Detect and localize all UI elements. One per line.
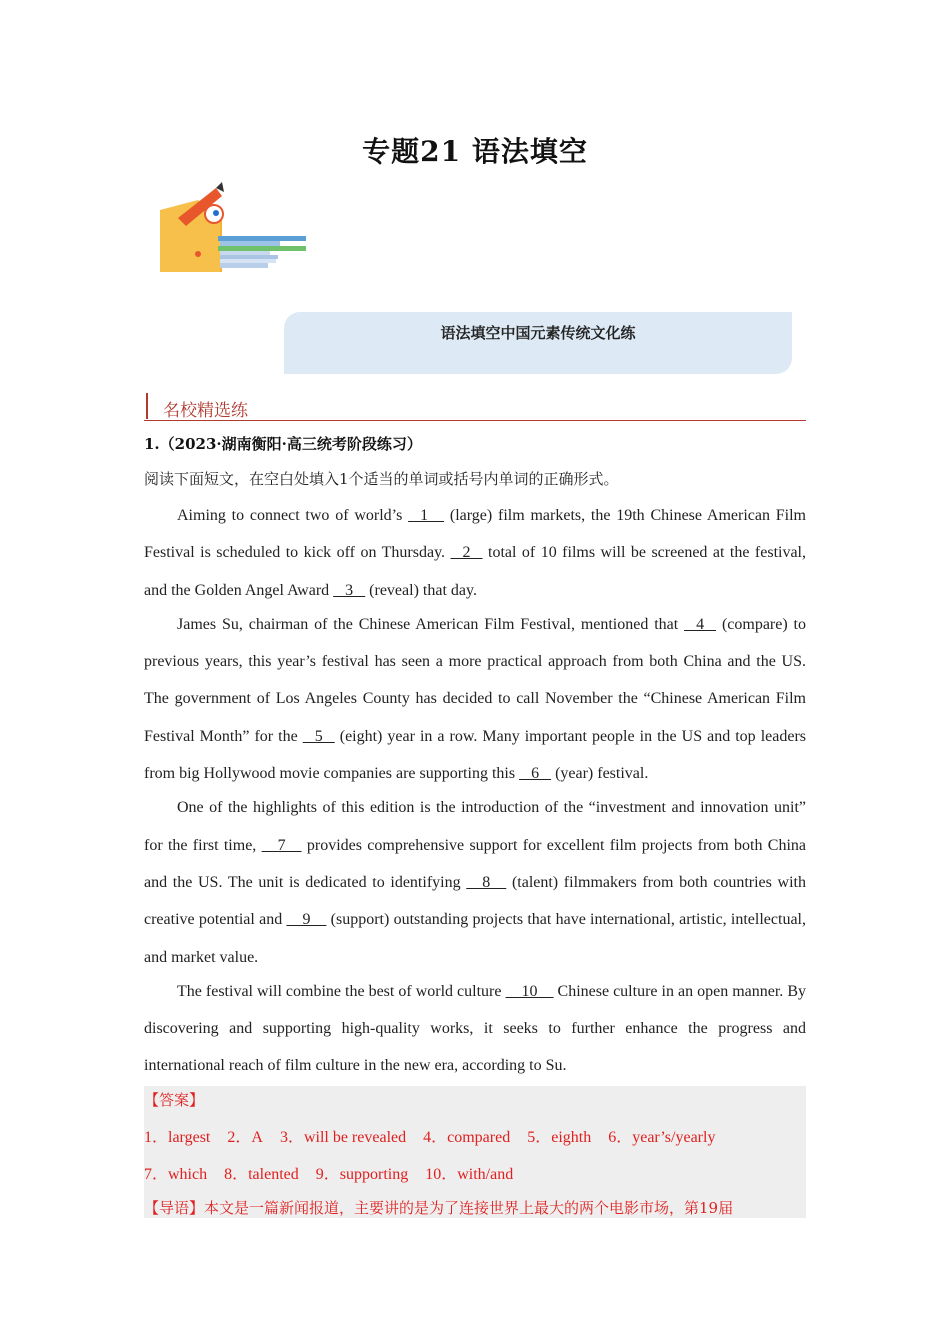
topic-banner xyxy=(284,312,792,374)
passage-text: Chinese culture in an open manner. By discovering and supporting high-quality works, it seeks to further enhance the progress and international reach of film culture in the new era, according to Su. xyxy=(144,982,806,1075)
passage-text: total of 10 films will be screened at the festival, and the Golden Angel Award xyxy=(144,544,807,599)
question-header: 1.（2023·湖南衡阳·高三统考阶段练习） xyxy=(144,435,422,453)
answer-label: 【答案】 xyxy=(144,1091,205,1109)
blank-2: 2 xyxy=(450,544,483,562)
passage-text: (compare) to previous years, this year’s festival has seen a more practical approach from both China and the US. The government of Los Angeles County has decided to call November the “Chinese American Film Festival Month” for the xyxy=(144,615,806,745)
paragraph-2 xyxy=(144,606,806,792)
answer-item: 3．will be revealed xyxy=(279,1129,407,1146)
blank-3: 3 xyxy=(333,581,366,599)
answer-item: 4．compared xyxy=(423,1129,511,1146)
answer-row-2 xyxy=(144,1161,526,1184)
passage-text: (reveal) that day. xyxy=(365,581,477,599)
section-accent-bar xyxy=(146,393,148,419)
answer-item: 8．talented xyxy=(224,1166,299,1183)
answer-item: 1．largest xyxy=(144,1129,211,1146)
answer-item: 10．with/and xyxy=(425,1166,514,1183)
answer-row-1 xyxy=(144,1124,728,1147)
answer-item: 7．which xyxy=(144,1166,208,1183)
blank-9: 9 xyxy=(286,911,327,929)
blank-5: 5 xyxy=(302,727,335,745)
blank-1: 1 xyxy=(408,507,445,524)
banner-text: 语法填空中国元素传统文化练 xyxy=(440,324,636,342)
passage-text: provides comprehensive support for excellent film projects from both China and the US. The unit is dedicated to identifying xyxy=(144,836,806,891)
blank-10: 10 xyxy=(505,982,554,1000)
blank-4: 4 xyxy=(684,615,717,633)
paragraph-1 xyxy=(144,497,806,609)
blank-6: 6 xyxy=(519,765,552,783)
question-instruction: 阅读下面短文，在空白处填入1个适当的单词或括号内单词的正确形式。 xyxy=(144,470,619,488)
passage-text: (eight) year in a row. Many important people in the US and top leaders from big Hollywood movie companies are supporting this xyxy=(144,727,807,783)
passage-text: One of the highlights of this edition is the introduction of the “investment and innovation unit” for the first time, xyxy=(144,799,806,854)
passage-text: James Su, chairman of the Chinese American Film Festival, mentioned that xyxy=(177,615,685,633)
blank-8: 8 xyxy=(466,873,507,891)
answer-item: 6．year’s/yearly xyxy=(608,1129,716,1146)
reading-passage xyxy=(144,497,806,1082)
passage-text: (talent) filmmakers from both countries with creative potential and xyxy=(144,873,807,929)
paragraph-4 xyxy=(144,973,806,1085)
answer-guide: 【导语】本文是一篇新闻报道，主要讲的是为了连接世界上最大的两个电影市场，第19届 xyxy=(144,1199,734,1217)
answer-box xyxy=(144,1086,806,1218)
page-title: 专题21 语法填空 xyxy=(362,135,588,168)
books-pencil-illustration xyxy=(158,178,308,273)
blank-7: 7 xyxy=(261,836,302,854)
section-heading xyxy=(144,392,806,421)
passage-text: Aiming to connect two of world’s xyxy=(177,507,409,524)
passage-text: (support) outstanding projects that have international, artistic, intellectual, and market value. xyxy=(144,911,806,966)
answer-item: 9．supporting xyxy=(315,1166,409,1183)
paragraph-3 xyxy=(144,789,806,975)
passage-text: The festival will combine the best of world culture xyxy=(177,982,506,1000)
answer-item: 5．eighth xyxy=(527,1129,592,1146)
passage-text: (large) film markets, the 19th Chinese American Film Festival is scheduled to kick off on Thursday. xyxy=(144,507,806,562)
section-heading-label: 名校精选练 xyxy=(163,401,248,421)
passage-text: (year) festival. xyxy=(551,765,649,783)
answer-item: 2．A xyxy=(227,1129,263,1146)
